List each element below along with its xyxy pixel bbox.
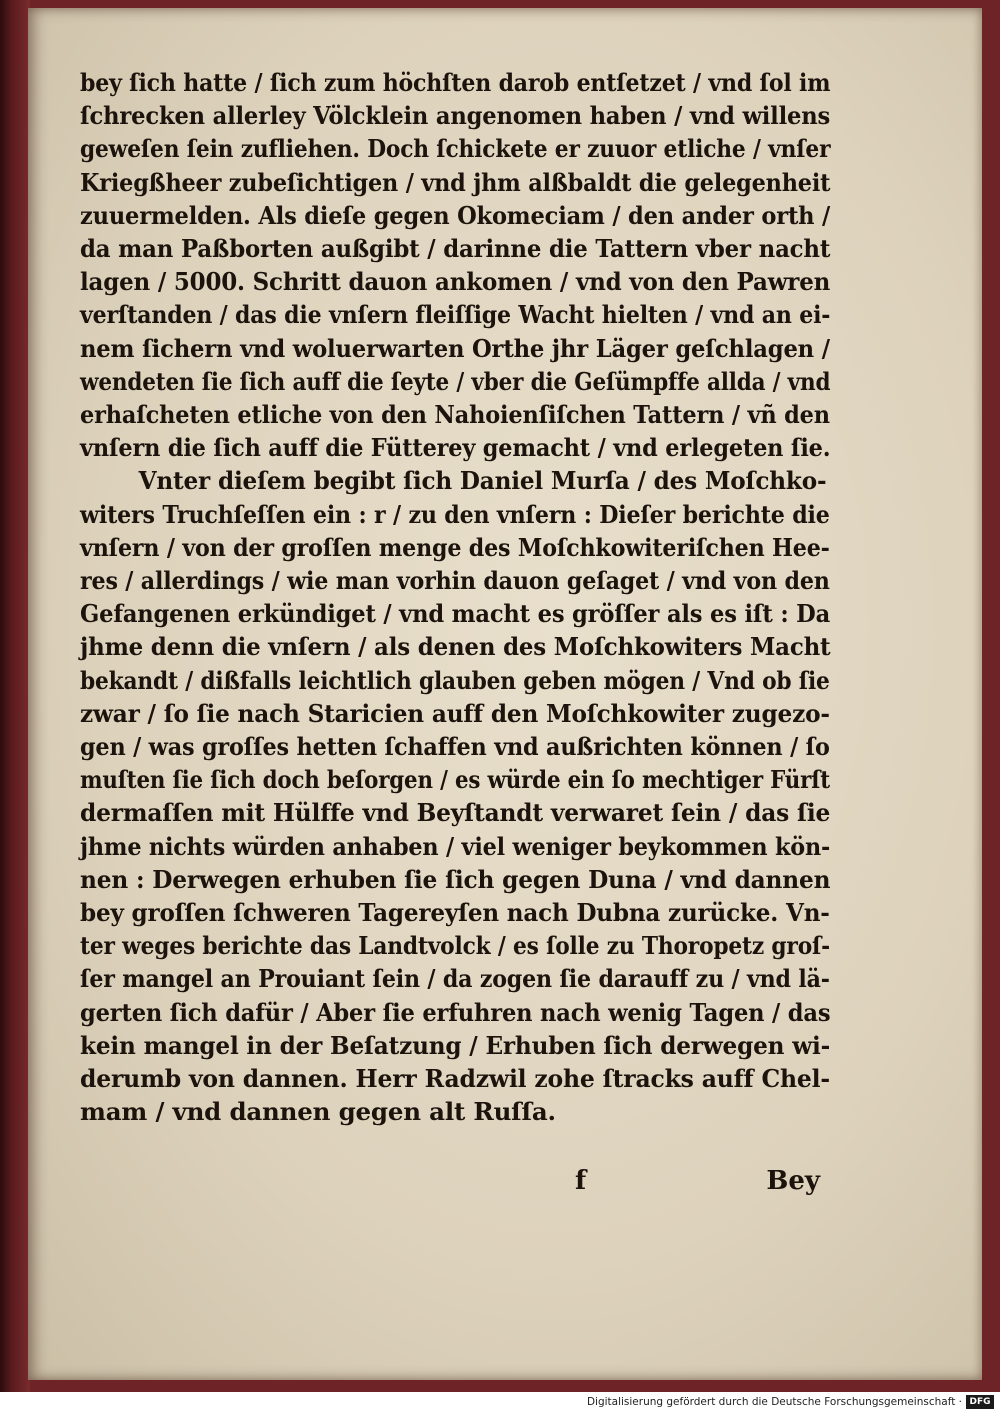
paragraph <box>80 66 830 464</box>
text-line: bekandt / dißfalls leichtlich glauben geben mögen / Vnd ob ſie <box>80 665 830 695</box>
text-line: verſtanden / das die vnſern fleiſſige Wacht hielten / vnd an ei- <box>80 300 831 330</box>
text-line: wendeten ſie ſich auff die ſeyte / vber die Geſümpffe allda / vnd <box>80 366 831 396</box>
paragraph <box>80 464 830 1128</box>
credit-bar <box>0 1392 1000 1414</box>
text-line: Gefangenen erkündiget / vnd macht es gröſſer als es iſt : Da <box>80 599 831 629</box>
text-line: bey groſſen ſchweren Tagereyſen nach Dubna zurücke. Vn- <box>80 898 830 928</box>
text-line: mam / vnd dannen gegen alt Ruſſa. <box>80 1097 556 1127</box>
page-footer <box>80 1166 820 1206</box>
text-line: ſchrecken allerley Völcklein angenomen haben / vnd willens <box>80 101 831 131</box>
text-line: witers Truchſeſſen ein : r / zu den vnſern : Dieſer berichte die <box>80 499 830 529</box>
text-line: gen / was groſſes hetten ſchaffen vnd außrichten können / ſo <box>80 732 830 762</box>
dfg-logo-icon: DFG <box>966 1395 994 1409</box>
text-line: nen : Derwegen erhuben ſie ſich gegen Duna / vnd dannen <box>80 864 831 894</box>
text-line: da man Paßborten außgibt / darinne die Tattern vber nacht <box>80 234 831 264</box>
text-line: jhme denn die vnſern / als denen des Moſchkowiters Macht <box>80 632 831 662</box>
text-line: jhme nichts würden anhaben / viel weniger beykommen kön- <box>80 831 831 861</box>
text-line: erhaſcheten etliche von den Nahoienſiſchen Tattern / vñ den <box>80 400 830 430</box>
text-line: gerten ſich dafür / Aber ſie erfuhren nach wenig Tagen / das <box>80 997 831 1027</box>
text-line: zuuermelden. Als dieſe gegen Okomeciam / den ander orth / <box>80 200 831 230</box>
text-line: derumb von dannen. Herr Radzwil zohe ſtracks auff Chel- <box>80 1064 830 1094</box>
text-line: kein mangel in der Beſatzung / Erhuben ſich derwegen wi- <box>80 1030 830 1060</box>
text-line: vnſern / von der groſſen menge des Moſchkowiteriſchen Hee- <box>80 532 830 562</box>
text-line: muſten ſie ſich doch beſorgen / es würde ein ſo mechtiger Fürſt <box>80 765 830 795</box>
text-line: bey ſich hatte / ſich zum höchſten darob entſetzet / vnd ſol im <box>80 68 831 97</box>
book-cover-edge <box>0 0 30 1392</box>
body-text <box>80 66 830 1129</box>
text-line: vnſern die ſich auff die Fütterey gemacht / vnd erlegeten ſie. <box>80 433 831 463</box>
text-line: ter weges berichte das Landtvolck / es ſolle zu Thoropetz groſ- <box>80 931 831 961</box>
text-line: res / allerdings / wie man vorhin dauon geſaget / vnd von den <box>80 566 830 596</box>
catchword: Bey <box>766 1166 820 1196</box>
text-line: Vnter dieſem begibt ſich Daniel Murſa / des Moſchko- <box>138 466 827 496</box>
text-line: Kriegßheer zubeſichtigen / vnd jhm alßbaldt die gelegenheit <box>80 167 831 197</box>
text-line: zwar / ſo ſie nach Staricien auff den Moſchkowiter zugezo- <box>80 698 830 728</box>
text-line: ſer mangel an Prouiant ſein / da zogen ſie darauff zu / vnd lä- <box>80 964 830 994</box>
book-page <box>28 8 982 1380</box>
text-line: geweſen ſein zufliehen. Doch ſchickete er zuuor etliche / vnſer <box>80 134 831 164</box>
signature-mark: f <box>575 1166 587 1196</box>
text-line: lagen / 5000. Schritt dauon ankomen / vnd von den Pawren <box>80 267 831 297</box>
text-line: dermaſſen mit Hülffe vnd Beyſtandt verwaret ſein / das ſie <box>80 798 831 828</box>
funding-credit: Digitalisierung gefördert durch die Deutsche Forschungsgemeinschaft · <box>586 1396 962 1408</box>
text-line: nem ſichern vnd woluerwarten Orthe jhr Läger geſchlagen / <box>80 333 830 363</box>
